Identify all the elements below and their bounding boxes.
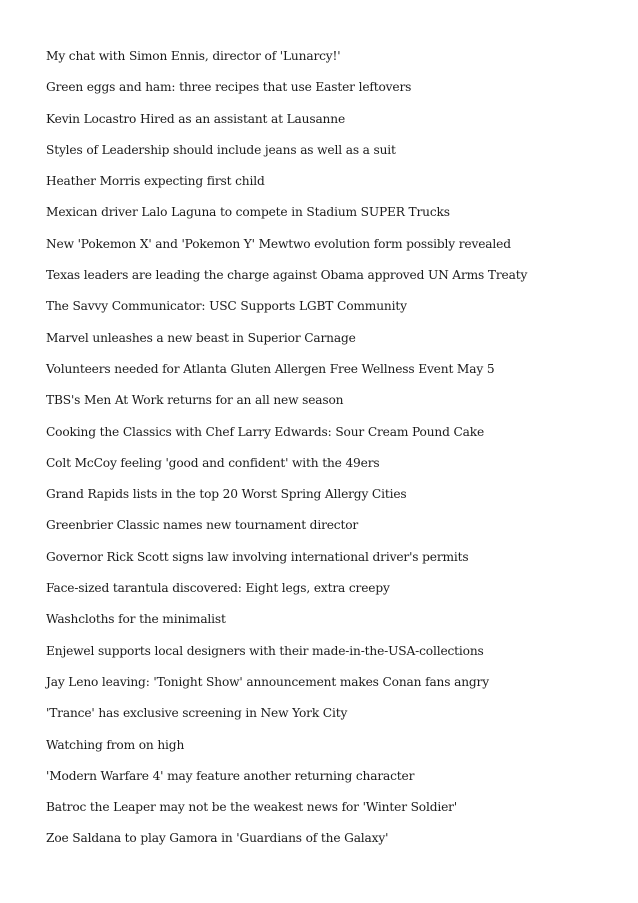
headline-item: TBS's Men At Work returns for an all new season [46,393,344,408]
headline-item: Texas leaders are leading the charge against Obama approved UN Arms Treaty [46,268,528,283]
headline-item: Heather Morris expecting first child [46,174,265,189]
headline-item: Volunteers needed for Atlanta Gluten Allergen Free Wellness Event May 5 [46,361,495,376]
headline-item: Cooking the Classics with Chef Larry Edwards: Sour Cream Pound Cake [46,424,485,439]
headline-item: Face-sized tarantula discovered: Eight legs, extra creepy [46,581,390,596]
headline-item: Batroc the Leaper may not be the weakest news for 'Winter Soldier' [46,800,458,815]
headline-item: Colt McCoy feeling 'good and confident' with the 49ers [46,455,380,470]
headline-item: Washcloths for the minimalist [46,612,226,627]
headline-item: Zoe Saldana to play Gamora in 'Guardians of the Galaxy' [46,831,389,846]
headline-list [46,47,616,861]
headline-item: Watching from on high [46,737,185,752]
headline-item: Green eggs and ham: three recipes that use Easter leftovers [46,80,412,95]
headline-item: 'Trance' has exclusive screening in New York City [46,706,348,721]
headline-item: 'Modern Warfare 4' may feature another returning character [46,768,415,783]
headline-item: Greenbrier Classic names new tournament director [46,518,359,533]
headline-item: Enjewel supports local designers with their made-in-the-USA-collections [46,643,484,658]
headline-item: My chat with Simon Ennis, director of 'Lunarcy!' [46,49,341,63]
headline-item: New 'Pokemon X' and 'Pokemon Y' Mewtwo evolution form possibly revealed [46,236,511,251]
headline-item: Kevin Locastro Hired as an assistant at Lausanne [46,111,346,126]
headline-item: Governor Rick Scott signs law involving international driver's permits [46,549,469,564]
headline-item: Marvel unleashes a new beast in Superior Carnage [46,330,356,345]
headline-item: Mexican driver Lalo Laguna to compete in Stadium SUPER Trucks [46,205,450,220]
headline-item: The Savvy Communicator: USC Supports LGBT Community [46,299,407,314]
headline-item: Jay Leno leaving: 'Tonight Show' announcement makes Conan fans angry [46,674,489,689]
headline-item: Grand Rapids lists in the top 20 Worst Spring Allergy Cities [46,487,407,502]
headline-item: Styles of Leadership should include jeans as well as a suit [46,142,396,157]
